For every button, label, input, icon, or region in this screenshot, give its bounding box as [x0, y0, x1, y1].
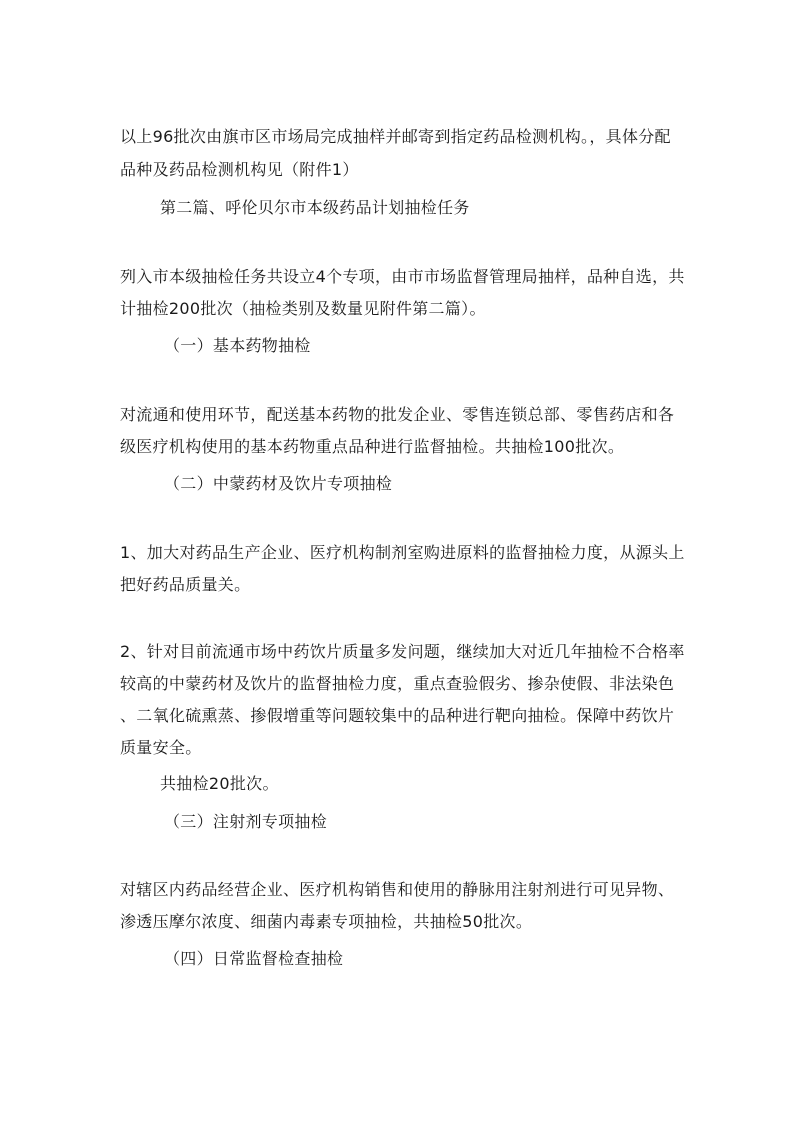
paragraph-line: 较高的中蒙药材及饮片的监督抽检力度，重点查验假劣、掺杂使假、非法染色: [120, 674, 675, 693]
section-heading: 第二篇、呼伦贝尔市本级药品计划抽检任务: [160, 198, 470, 217]
paragraph-line: 级医疗机构使用的基本药物重点品种进行监督抽检。共抽检100批次。: [120, 437, 625, 456]
paragraph-line: 渗透压摩尔浓度、细菌内毒素专项抽检，共抽检50批次。: [120, 912, 533, 931]
paragraph-line: 、二氧化硫熏蒸、掺假增重等问题较集中的品种进行靶向抽检。保障中药饮片: [120, 706, 675, 725]
paragraph-line: 对辖区内药品经营企业、医疗机构销售和使用的静脉用注射剂进行可见异物、: [120, 880, 675, 899]
paragraph-line: 对流通和使用环节，配送基本药物的批发企业、零售连锁总部、零售药店和各: [120, 405, 675, 424]
subsection-heading: （二）中蒙药材及饮片专项抽检: [164, 474, 393, 493]
subsection-heading: （三）注射剂专项抽检: [164, 812, 328, 831]
paragraph-line: 质量安全。: [120, 738, 202, 757]
paragraph-line: 共抽检20批次。: [160, 774, 279, 793]
subsection-heading: （四）日常监督检查抽检: [164, 949, 344, 968]
paragraph-line: 把好药品质量关。: [120, 575, 251, 594]
paragraph-line: 以上96批次由旗市区市场局完成抽样并邮寄到指定药品检测机构。，具体分配: [120, 127, 671, 146]
paragraph-line: 列入市本级抽检任务共设立4个专项，由市市场监督管理局抽样，品种自选，共: [120, 267, 685, 286]
paragraph-line: 计抽检200批次（抽检类别及数量见附件第二篇）。: [120, 299, 486, 318]
subsection-heading: （一）基本药物抽检: [164, 336, 311, 355]
paragraph-line: 2、针对目前流通市场中药饮片质量多发问题，继续加大对近几年抽检不合格率: [120, 642, 685, 661]
paragraph-line: 品种及药品检测机构见（附件1）: [120, 160, 359, 179]
paragraph-line: 1、加大对药品生产企业、医疗机构制剂室购进原料的监督抽检力度，从源头上: [120, 543, 685, 562]
